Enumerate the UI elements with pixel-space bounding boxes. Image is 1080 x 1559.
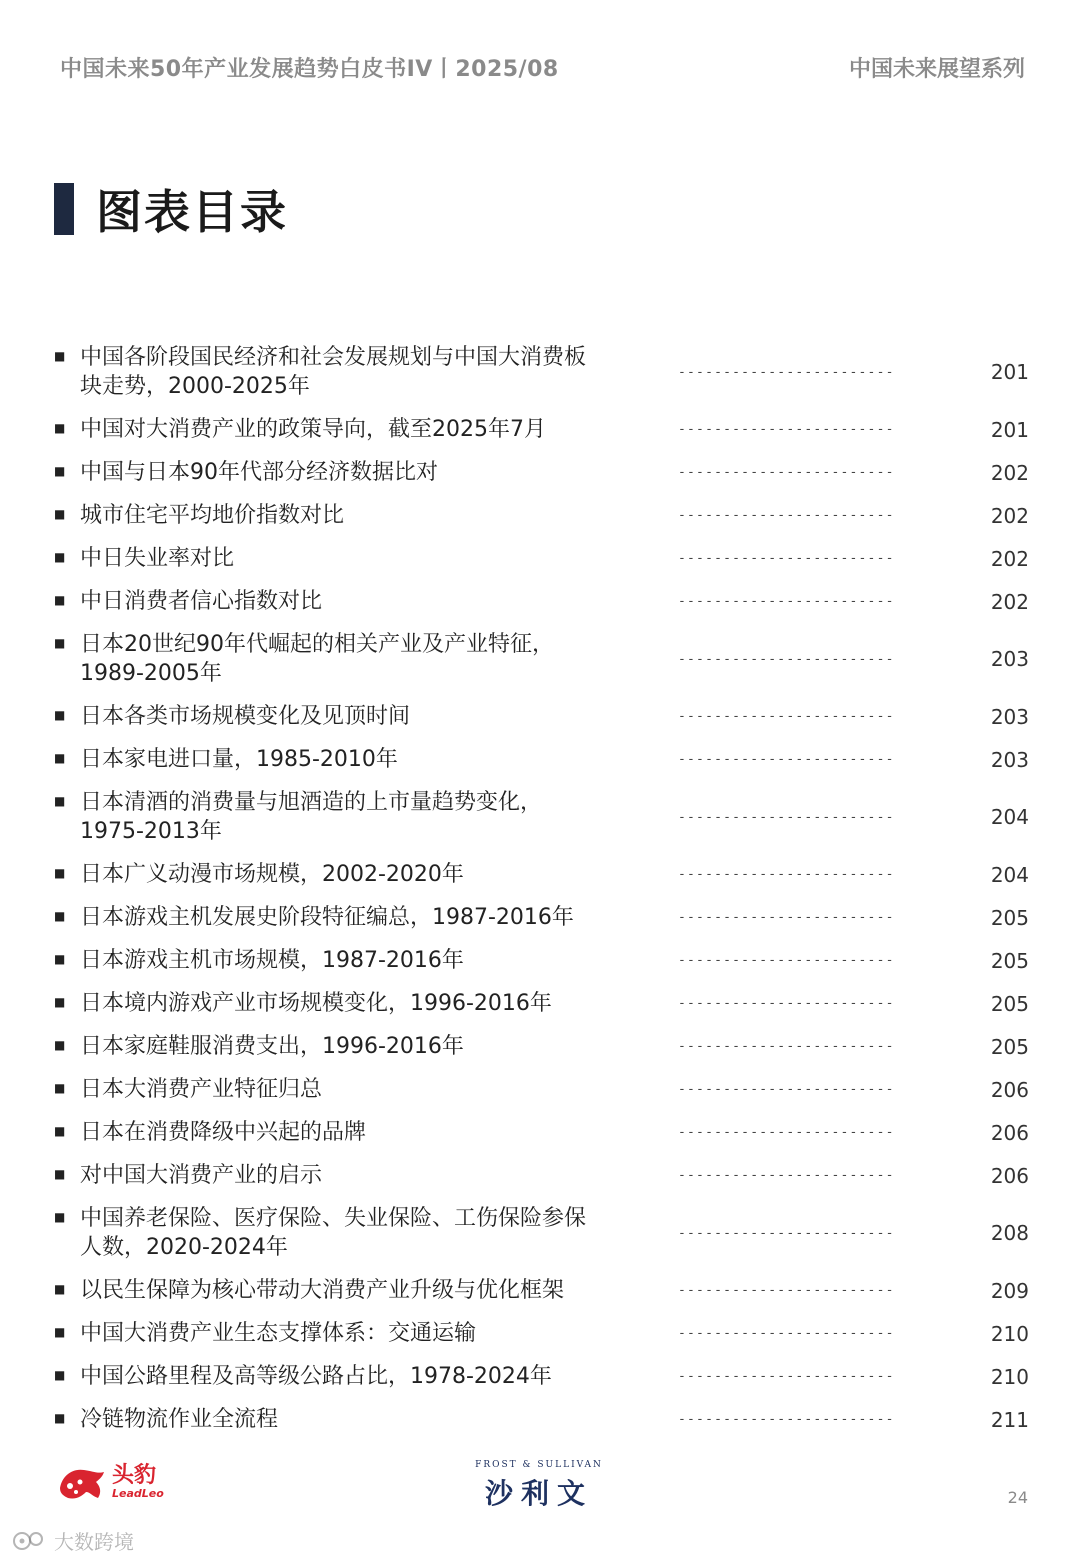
toc-dot-leader: ------------------------ [678, 422, 895, 437]
toc-entry[interactable] [54, 986, 1029, 1021]
toc-entry[interactable] [54, 1072, 1029, 1107]
toc-entry-page: 202 [990, 503, 1029, 528]
toc-entry[interactable] [54, 541, 1029, 576]
toc-entry[interactable] [54, 1402, 1029, 1437]
toc-dot-leader: ------------------------ [678, 1082, 895, 1097]
leadleo-logo [56, 1462, 164, 1502]
toc-entry-page: 205 [990, 948, 1029, 973]
bullet-icon: ■ [54, 421, 66, 435]
toc-entry[interactable] [54, 1359, 1029, 1394]
bullet-icon: ■ [54, 593, 66, 607]
toc-entry[interactable] [54, 1029, 1029, 1064]
bullet-icon: ■ [54, 1368, 66, 1382]
toc-entry-page: 205 [990, 991, 1029, 1016]
toc-dot-leader: ------------------------ [678, 651, 895, 667]
toc-entry-page: 204 [990, 862, 1029, 887]
toc-dot-leader: ------------------------ [678, 1326, 895, 1341]
toc-dot-leader: ------------------------ [678, 508, 895, 523]
toc-entry-title: 日本各类市场规模变化及见顶时间 [80, 704, 411, 729]
header-report-title: 中国未来50年产业发展趋势白皮书IV丨2025/08 [60, 57, 559, 82]
bullet-icon: ■ [54, 1210, 66, 1224]
watermark-text: 大数跨境 [54, 1530, 134, 1554]
toc-dot-leader: ------------------------ [678, 709, 895, 724]
toc-dot-leader: ------------------------ [678, 1225, 895, 1241]
toc-entry-title: 中日消费者信心指数对比 [80, 589, 323, 614]
toc-dot-leader: ------------------------ [678, 1039, 895, 1054]
section-heading [54, 176, 288, 242]
bullet-icon: ■ [54, 636, 66, 650]
bullet-icon: ■ [54, 1167, 66, 1181]
bullet-icon: ■ [54, 751, 66, 765]
toc-entry-page: 203 [990, 647, 1029, 671]
toc-entry-title: 中国与日本90年代部分经济数据比对 [80, 460, 438, 485]
bullet-icon: ■ [54, 909, 66, 923]
toc-entry-title: 中国养老保险、医疗保险、失业保险、工伤保险参保 人数，2020-2024年 [80, 1206, 587, 1260]
toc-entry-title: 日本20世纪90年代崛起的相关产业及产业特征， 1989-2005年 [80, 632, 554, 686]
toc-dot-leader: ------------------------ [678, 996, 895, 1011]
toc-entry-title: 日本游戏主机发展史阶段特征编总，1987-2016年 [80, 905, 574, 930]
toc-entry-page: 206 [990, 1120, 1029, 1145]
bullet-icon: ■ [54, 349, 66, 363]
toc-entry-page: 203 [990, 747, 1029, 772]
watermark-logo-icon [12, 1529, 48, 1553]
toc-entry-page: 202 [990, 546, 1029, 571]
toc-dot-leader: ------------------------ [678, 910, 895, 925]
toc-entry-page: 204 [990, 805, 1029, 829]
toc-entry-page: 202 [990, 460, 1029, 485]
bullet-icon: ■ [54, 866, 66, 880]
page-title: 图表目录 [96, 185, 288, 239]
toc-dot-leader: ------------------------ [678, 1412, 895, 1427]
toc-entry[interactable] [54, 943, 1029, 978]
bullet-icon: ■ [54, 1282, 66, 1296]
title-accent-bar [54, 183, 74, 235]
toc-entry-page: 209 [990, 1278, 1029, 1303]
toc-entry[interactable] [54, 1158, 1029, 1193]
toc-dot-leader: ------------------------ [678, 465, 895, 480]
bullet-icon: ■ [54, 794, 66, 808]
toc-entry[interactable] [54, 900, 1029, 935]
bullet-icon: ■ [54, 1325, 66, 1339]
toc-dot-leader: ------------------------ [678, 809, 895, 825]
toc-dot-leader: ------------------------ [678, 1283, 895, 1298]
toc-entry-title: 日本游戏主机市场规模，1987-2016年 [80, 948, 464, 973]
toc-entry-title: 中日失业率对比 [80, 546, 235, 571]
toc-entry[interactable] [54, 1273, 1029, 1308]
toc-dot-leader: ------------------------ [678, 1168, 895, 1183]
toc-entry-page: 210 [990, 1364, 1029, 1389]
toc-entry[interactable] [54, 785, 1029, 849]
toc-entry-title: 日本家电进口量，1985-2010年 [80, 747, 398, 772]
toc-entry-page: 205 [990, 905, 1029, 930]
toc-entry-page: 211 [990, 1407, 1029, 1432]
toc-entry-title: 对中国大消费产业的启示 [80, 1163, 323, 1188]
leadleo-logo-en: LeadLeo [112, 1486, 164, 1500]
frost-sullivan-logo-cn: 沙利文 [484, 1477, 593, 1510]
toc-entry-page: 210 [990, 1321, 1029, 1346]
toc-entry-title: 日本境内游戏产业市场规模变化，1996-2016年 [80, 991, 552, 1016]
toc-entry-page: 202 [990, 589, 1029, 614]
toc-entry-title: 中国公路里程及高等级公路占比，1978-2024年 [80, 1364, 552, 1389]
bullet-icon: ■ [54, 952, 66, 966]
bullet-icon: ■ [54, 1081, 66, 1095]
leadleo-logo-cn: 头豹 [112, 1462, 157, 1488]
toc-entry-title: 中国各阶段国民经济和社会发展规划与中国大消费板 块走势，2000-2025年 [80, 345, 587, 399]
toc-entry-title: 日本大消费产业特征归总 [80, 1077, 323, 1102]
frost-sullivan-logo-en: FROST & SULLIVAN [475, 1460, 603, 1470]
toc-entry-page: 205 [990, 1034, 1029, 1059]
toc-dot-leader: ------------------------ [678, 752, 895, 767]
toc-entry[interactable] [54, 857, 1029, 892]
toc-entry-page: 206 [990, 1163, 1029, 1188]
bullet-icon: ■ [54, 1038, 66, 1052]
toc-entry-title: 日本广义动漫市场规模，2002-2020年 [80, 862, 464, 887]
toc-entry[interactable] [54, 1201, 1029, 1265]
toc-entry[interactable] [54, 1316, 1029, 1351]
toc-entry-title: 冷链物流作业全流程 [80, 1407, 279, 1432]
bullet-icon: ■ [54, 708, 66, 722]
leopard-icon [56, 1462, 108, 1502]
bullet-icon: ■ [54, 995, 66, 1009]
toc-entry[interactable] [54, 584, 1029, 619]
toc-entry-title: 以民生保障为核心带动大消费产业升级与优化框架 [80, 1278, 565, 1303]
watermark [12, 1526, 134, 1555]
page-number: 24 [1007, 1488, 1028, 1507]
toc-dot-leader: ------------------------ [678, 1369, 895, 1384]
toc-entry-title: 日本家庭鞋服消费支出，1996-2016年 [80, 1034, 464, 1059]
bullet-icon: ■ [54, 464, 66, 478]
toc-entry-title: 中国大消费产业生态支撑体系：交通运输 [80, 1321, 477, 1346]
header-series-name: 中国未来展望系列 [848, 57, 1025, 82]
toc-dot-leader: ------------------------ [678, 364, 895, 380]
toc-dot-leader: ------------------------ [678, 594, 895, 609]
toc-entry-page: 206 [990, 1077, 1029, 1102]
toc-entry[interactable] [54, 340, 1029, 404]
bullet-icon: ■ [54, 507, 66, 521]
table-of-figures [54, 340, 1029, 1445]
toc-entry-title: 城市住宅平均地价指数对比 [80, 503, 345, 528]
toc-entry[interactable] [54, 455, 1029, 490]
toc-entry-page: 208 [990, 1221, 1029, 1245]
bullet-icon: ■ [54, 550, 66, 564]
toc-entry-page: 201 [990, 417, 1029, 442]
bullet-icon: ■ [54, 1124, 66, 1138]
toc-entry[interactable] [54, 699, 1029, 734]
toc-entry[interactable] [54, 742, 1029, 777]
toc-entry-page: 203 [990, 704, 1029, 729]
toc-entry[interactable] [54, 627, 1029, 691]
frost-sullivan-logo [464, 1460, 614, 1512]
toc-entry[interactable] [54, 1115, 1029, 1150]
toc-dot-leader: ------------------------ [678, 551, 895, 566]
toc-entry[interactable] [54, 412, 1029, 447]
toc-dot-leader: ------------------------ [678, 1125, 895, 1140]
toc-dot-leader: ------------------------ [678, 867, 895, 882]
toc-entry-title: 日本清酒的消费量与旭酒造的上市量趋势变化， 1975-2013年 [80, 790, 543, 844]
toc-entry-title: 日本在消费降级中兴起的品牌 [80, 1120, 367, 1145]
toc-entry-page: 201 [990, 360, 1029, 384]
toc-entry-title: 中国对大消费产业的政策导向，截至2025年7月 [80, 417, 546, 442]
toc-dot-leader: ------------------------ [678, 953, 895, 968]
bullet-icon: ■ [54, 1411, 66, 1425]
toc-entry[interactable] [54, 498, 1029, 533]
